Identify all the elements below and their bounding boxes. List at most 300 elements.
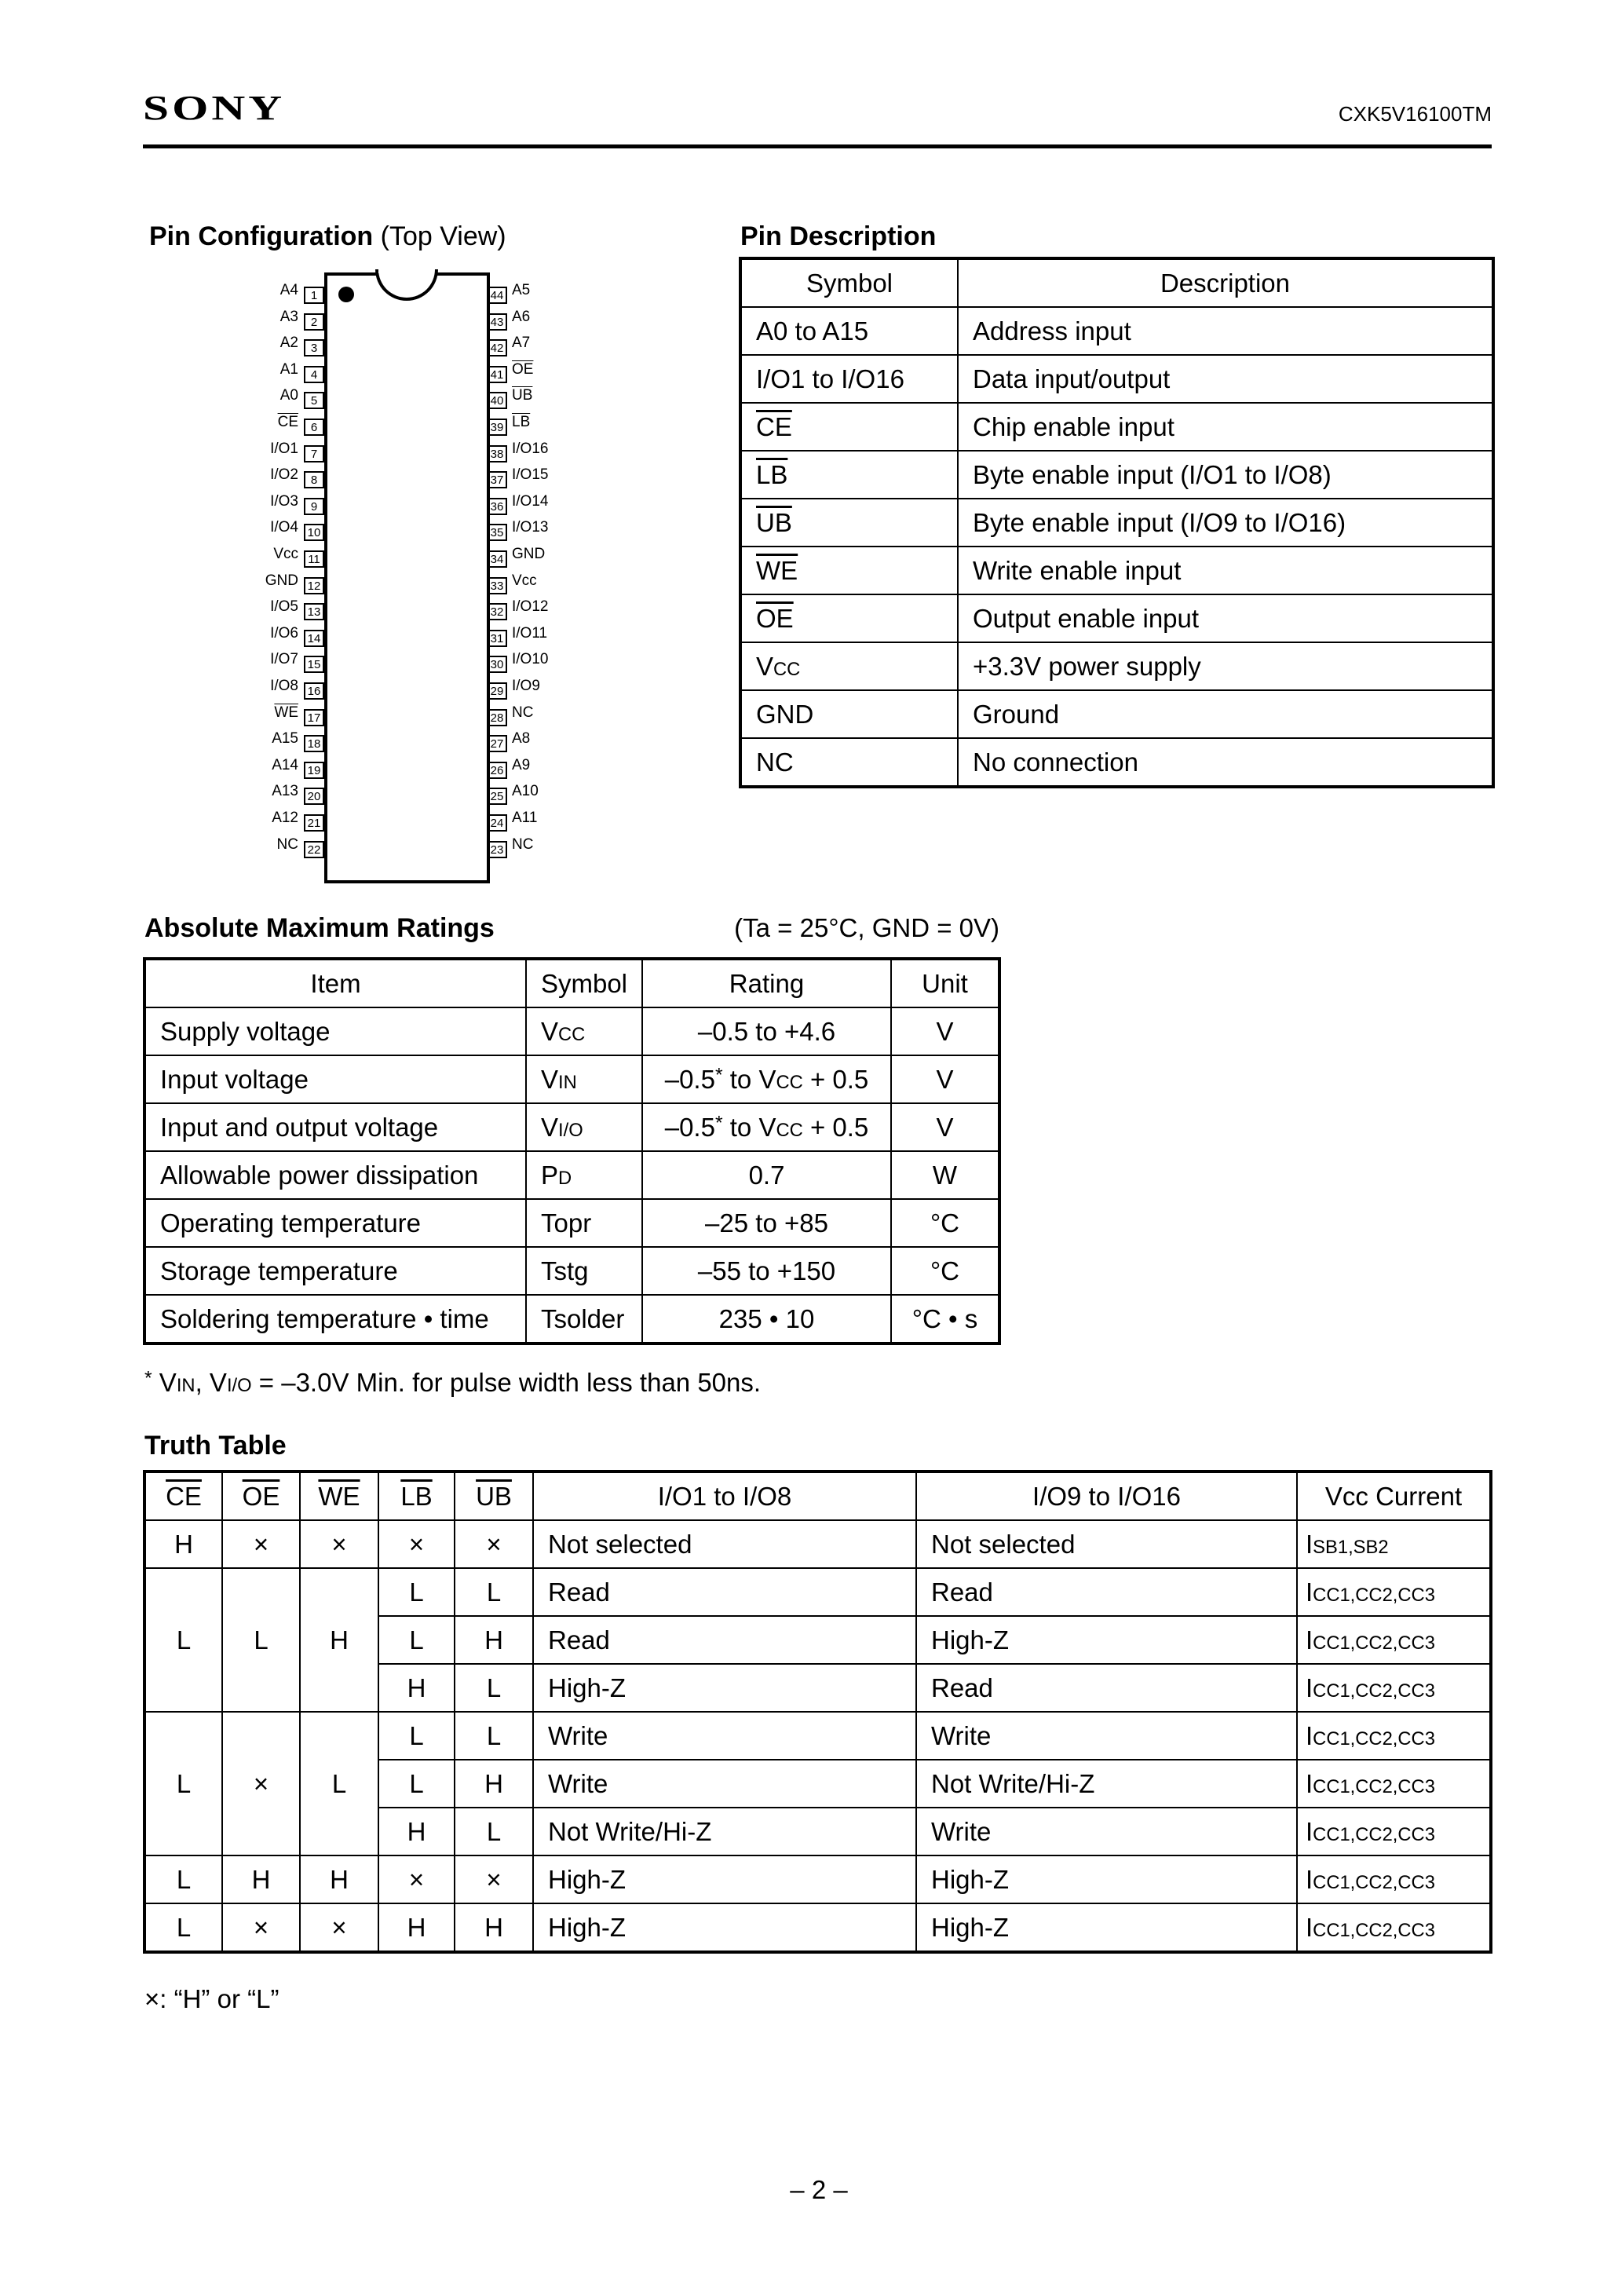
header-cell: Unit (891, 960, 999, 1007)
rating-cell (642, 1151, 891, 1199)
header-cell (1297, 1472, 1490, 1520)
pin-number: 13 (304, 603, 324, 620)
pin-label: A14 (272, 756, 298, 773)
symbol-cell (741, 307, 958, 355)
pin-number: 25 (487, 788, 507, 805)
pin-number: 12 (304, 577, 324, 594)
pin-label: I/O11 (512, 624, 548, 642)
symbol-cell (741, 355, 958, 403)
pin-label: I/O12 (512, 598, 549, 616)
symbol-cell (741, 642, 958, 690)
vcc-current-cell (1297, 1664, 1490, 1712)
description-cell: Chip enable input (958, 403, 1492, 451)
table-row (741, 451, 1492, 499)
ub-cell: L (455, 1808, 533, 1855)
lb-cell: L (378, 1760, 455, 1808)
pin-label: A12 (272, 810, 298, 826)
text-run: + 0.5 (802, 1064, 869, 1094)
io-high-cell: High-Z (916, 1855, 1297, 1903)
pin-number: 24 (487, 814, 507, 832)
pin-number: 39 (487, 419, 507, 436)
symbol-cell (741, 403, 958, 451)
vcc-current-value: CC1,CC2,CC3 (1313, 1919, 1435, 1941)
text-run: –0.5 (664, 1112, 715, 1142)
description-cell: Output enable input (958, 594, 1492, 642)
pin-number: 41 (487, 366, 507, 383)
we-cell: H (300, 1568, 378, 1712)
header-label: $\overline{LB}$ (400, 1481, 433, 1511)
ce-cell: L (145, 1712, 222, 1855)
header-divider (143, 144, 1492, 148)
table-header-row (145, 1472, 1490, 1520)
absolute-maximum-ratings-table (144, 959, 999, 1344)
pin-label: Vcc (273, 546, 298, 562)
superscript: * (714, 1064, 723, 1086)
table-row (145, 1247, 999, 1295)
pin-number: 43 (487, 313, 507, 331)
lb-cell: H (378, 1664, 455, 1712)
symbol-cell (741, 499, 958, 547)
unit-cell: V (891, 1103, 999, 1151)
symbol-cell (741, 690, 958, 738)
io-high-cell: Write (916, 1808, 1297, 1855)
io-high-cell: Not selected (916, 1520, 1297, 1568)
unit-cell: V (891, 1055, 999, 1103)
pin-label: $\overline{UB}$ (512, 387, 533, 404)
vcc-current-value: SB1,SB2 (1313, 1536, 1389, 1558)
ub-cell: H (455, 1903, 533, 1951)
rating-cell (642, 1103, 891, 1151)
pin-number: 19 (304, 762, 324, 779)
text-run: 235 • 10 (718, 1303, 815, 1333)
table-row (741, 499, 1492, 547)
symbol: $\overline{WE}$ (756, 555, 798, 585)
unit-cell: °C (891, 1247, 999, 1295)
text-run: –55 to +150 (697, 1256, 836, 1285)
pin-number: 2 (304, 313, 324, 331)
io-high-cell: Not Write/Hi-Z (916, 1760, 1297, 1808)
subscript: CC (776, 1119, 803, 1141)
current-symbol: I (1306, 1625, 1313, 1654)
pin-label: I/O5 (270, 598, 298, 616)
item-cell: Storage temperature (145, 1247, 526, 1295)
symbol: V (541, 1112, 559, 1142)
symbol-cell (526, 1151, 642, 1199)
ub-cell: H (455, 1760, 533, 1808)
symbol: A0 to A15 (756, 316, 869, 345)
io-low-cell: High-Z (533, 1903, 916, 1951)
rating-cell (642, 1199, 891, 1247)
pin-number: 32 (487, 603, 507, 620)
pin-label: $\overline{CE}$ (277, 414, 298, 430)
pin-number: 16 (304, 682, 324, 700)
pin-label: $\overline{LB}$ (512, 414, 531, 430)
io-low-cell: High-Z (533, 1855, 916, 1903)
pin-number: 7 (304, 445, 324, 462)
pin-number: 20 (304, 788, 324, 805)
unit-cell: V (891, 1007, 999, 1055)
we-cell: × (300, 1903, 378, 1951)
vcc-current-value: CC1,CC2,CC3 (1313, 1680, 1435, 1702)
header-cell (378, 1472, 455, 1520)
header-cell: Symbol (526, 960, 642, 1007)
table-row (145, 1520, 1490, 1568)
text-run: –0.5 to +4.6 (697, 1016, 836, 1046)
pin-label: NC (512, 835, 534, 853)
table-row (741, 594, 1492, 642)
header-cell (916, 1472, 1297, 1520)
vcc-current-cell (1297, 1616, 1490, 1664)
lb-cell: × (378, 1855, 455, 1903)
text-run: V (152, 1368, 177, 1397)
symbol-cell (526, 1055, 642, 1103)
vcc-current-value: CC1,CC2,CC3 (1313, 1871, 1435, 1893)
ub-cell: L (455, 1664, 533, 1712)
text-run: to V (722, 1064, 776, 1094)
page-number: – 2 – (790, 2175, 848, 2204)
symbol-cell (526, 1247, 642, 1295)
pin-label: A0 (279, 387, 298, 404)
symbol-cell (741, 594, 958, 642)
table-row (145, 1855, 1490, 1903)
description-cell: Data input/output (958, 355, 1492, 403)
io-high-cell: Read (916, 1664, 1297, 1712)
pin-label: GND (265, 572, 298, 589)
ub-cell: L (455, 1568, 533, 1616)
table-header-row (145, 960, 999, 1007)
description-cell: No connection (958, 738, 1492, 786)
ub-cell: × (455, 1520, 533, 1568)
we-cell: × (300, 1520, 378, 1568)
header-cell (533, 1472, 916, 1520)
pin-label: I/O2 (270, 466, 298, 484)
io-low-cell: Write (533, 1760, 916, 1808)
oe-cell: × (222, 1520, 300, 1568)
pin-number: 42 (487, 339, 507, 356)
subscript: IN (176, 1375, 195, 1396)
oe-cell: H (222, 1855, 300, 1903)
pin-description-title: Pin Description (740, 221, 937, 251)
we-cell: H (300, 1855, 378, 1903)
vcc-current-value: CC1,CC2,CC3 (1313, 1775, 1435, 1797)
pin-number: 3 (304, 339, 324, 356)
io-low-cell: Not selected (533, 1520, 916, 1568)
symbol: Topr (541, 1208, 592, 1238)
table-row (145, 1903, 1490, 1951)
vcc-current-cell (1297, 1855, 1490, 1903)
pin-label: A5 (512, 282, 531, 298)
io-high-cell: Write (916, 1712, 1297, 1760)
pin-number: 34 (487, 550, 507, 568)
symbol-cell (526, 1199, 642, 1247)
pin-number: 22 (304, 841, 324, 858)
pin-number: 27 (487, 735, 507, 752)
symbol-cell (741, 547, 958, 594)
symbol: NC (756, 747, 794, 777)
truth-table-title: Truth Table (144, 1431, 287, 1461)
item-cell: Operating temperature (145, 1199, 526, 1247)
pin-number: 21 (304, 814, 324, 832)
vcc-current-value: CC1,CC2,CC3 (1313, 1584, 1435, 1606)
pin-number: 30 (487, 656, 507, 673)
pin-label: I/O6 (270, 624, 298, 642)
pin-label: GND (512, 546, 546, 562)
description-cell: Address input (958, 307, 1492, 355)
header-cell: Symbol (741, 259, 958, 307)
io-low-cell: Read (533, 1568, 916, 1616)
pin-label: A13 (272, 783, 298, 800)
symbol-cell (741, 738, 958, 786)
ce-cell: H (145, 1520, 222, 1568)
ce-cell: L (145, 1855, 222, 1903)
table-row (741, 403, 1492, 451)
rating-cell (642, 1295, 891, 1343)
pin-label: A4 (279, 282, 298, 298)
pin-number: 38 (487, 445, 507, 462)
pin1-marker-dot (338, 287, 354, 302)
pin-label: A15 (272, 730, 298, 748)
io-low-cell: Write (533, 1712, 916, 1760)
ub-cell: × (455, 1855, 533, 1903)
ce-cell: L (145, 1568, 222, 1712)
symbol: I/O1 to I/O16 (756, 364, 904, 393)
subscript: CC (558, 1023, 586, 1045)
pin-number: 14 (304, 630, 324, 647)
table-row (741, 307, 1492, 355)
io-high-cell: High-Z (916, 1616, 1297, 1664)
pin-number: 28 (487, 709, 507, 726)
symbol-cell (526, 1295, 642, 1343)
pin-number: 23 (487, 841, 507, 858)
header-cell (145, 1472, 222, 1520)
io-high-cell: High-Z (916, 1903, 1297, 1951)
pin-number: 11 (304, 550, 324, 568)
pin-label: A10 (512, 783, 539, 800)
pin-number: 18 (304, 735, 324, 752)
table-row (741, 547, 1492, 594)
text-run: –25 to +85 (705, 1208, 828, 1238)
pin-number: 15 (304, 656, 324, 673)
vcc-current-cell (1297, 1712, 1490, 1760)
symbol-cell (741, 451, 958, 499)
symbol: $\overline{LB}$ (756, 459, 788, 489)
text-run: 0.7 (748, 1160, 785, 1190)
symbol: Tstg (541, 1256, 589, 1285)
pin-label: I/O16 (512, 440, 549, 457)
truth-table (144, 1472, 1491, 1952)
pin-label: A8 (512, 730, 531, 748)
unit-cell: °C • s (891, 1295, 999, 1343)
vcc-current-cell (1297, 1760, 1490, 1808)
oe-cell: × (222, 1712, 300, 1855)
io-low-cell: High-Z (533, 1664, 916, 1712)
description-cell: +3.3V power supply (958, 642, 1492, 690)
vcc-current-value: CC1,CC2,CC3 (1313, 1823, 1435, 1845)
vcc-current-value: CC1,CC2,CC3 (1313, 1727, 1435, 1749)
symbol: Tsolder (541, 1303, 625, 1333)
pin-configuration-title (149, 221, 506, 252)
io-high-cell: Read (916, 1568, 1297, 1616)
table-row (145, 1151, 999, 1199)
pin-configuration-title-text: Pin Configuration (149, 221, 374, 251)
table-row (145, 1568, 1490, 1616)
text-run: + 0.5 (802, 1112, 869, 1142)
current-symbol: I (1306, 1673, 1313, 1702)
header-label: I/O9 to I/O16 (1032, 1481, 1181, 1511)
pin-number: 37 (487, 471, 507, 488)
pin-number: 5 (304, 392, 324, 409)
pin-number: 4 (304, 366, 324, 383)
subscript: CC (776, 1071, 803, 1093)
io-low-cell: Read (533, 1616, 916, 1664)
lb-cell: × (378, 1520, 455, 1568)
pin-label: A3 (279, 308, 298, 325)
pin-number: 35 (487, 524, 507, 541)
absolute-maximum-ratings-title: Absolute Maximum Ratings (144, 913, 495, 943)
lb-cell: H (378, 1808, 455, 1855)
table-row (741, 738, 1492, 786)
header-cell (455, 1472, 533, 1520)
header-cell: Description (958, 259, 1492, 307)
pin-label: NC (512, 704, 534, 721)
part-number: CXK5V16100TM (1338, 102, 1492, 126)
subscript: IN (558, 1071, 577, 1093)
lb-cell: L (378, 1568, 455, 1616)
current-symbol: I (1306, 1529, 1313, 1559)
notch-cover (378, 269, 429, 273)
pin-number: 29 (487, 682, 507, 700)
table-row (741, 355, 1492, 403)
pin-label: I/O7 (270, 651, 298, 668)
vcc-current-cell (1297, 1903, 1490, 1951)
current-symbol: I (1306, 1720, 1313, 1750)
table-header-row (741, 259, 1492, 307)
pin-number: 44 (487, 287, 507, 304)
current-symbol: I (1306, 1864, 1313, 1894)
item-cell: Input voltage (145, 1055, 526, 1103)
pin-number: 31 (487, 630, 507, 647)
rating-cell (642, 1247, 891, 1295)
current-symbol: I (1306, 1816, 1313, 1846)
pin-description-table (740, 258, 1493, 787)
header-cell (222, 1472, 300, 1520)
pin-number: 33 (487, 577, 507, 594)
header-label: Vcc Current (1324, 1481, 1463, 1511)
current-symbol: I (1306, 1768, 1313, 1798)
pin-label: I/O14 (512, 492, 549, 510)
header-label: $\overline{WE}$ (318, 1481, 360, 1511)
text-run: = –3.0V Min. for pulse width less than 50ns. (251, 1368, 762, 1397)
pin-label: A6 (512, 308, 531, 325)
vcc-current-cell (1297, 1520, 1490, 1568)
sony-logo: SONY (143, 89, 286, 127)
description-cell: Write enable input (958, 547, 1492, 594)
header-label: I/O1 to I/O8 (657, 1481, 792, 1511)
pin-label: A1 (279, 360, 298, 378)
pin-label: I/O3 (270, 492, 298, 510)
item-cell: Allowable power dissipation (145, 1151, 526, 1199)
description-cell: Ground (958, 690, 1492, 738)
header-label: $\overline{OE}$ (242, 1481, 280, 1511)
table-row (145, 1295, 999, 1343)
pin-number: 36 (487, 498, 507, 515)
table-row (145, 1199, 999, 1247)
unit-cell: °C (891, 1199, 999, 1247)
pin-label: Vcc (512, 572, 537, 589)
subscript: I/O (226, 1375, 252, 1396)
truth-table-note: ×: “H” or “L” (144, 1984, 279, 2013)
ub-cell: H (455, 1616, 533, 1664)
subscript: D (558, 1167, 572, 1189)
text-run: , V (195, 1368, 227, 1397)
ce-cell: L (145, 1903, 222, 1951)
oe-cell: × (222, 1903, 300, 1951)
table-row (741, 690, 1492, 738)
pin-label: I/O13 (512, 519, 549, 536)
ratings-conditions: (Ta = 25°C, GND = 0V) (734, 913, 999, 942)
current-symbol: I (1306, 1577, 1313, 1607)
header-cell (300, 1472, 378, 1520)
pin-label: I/O8 (270, 678, 298, 694)
pin-label: $\overline{WE}$ (274, 704, 298, 721)
rating-cell (642, 1007, 891, 1055)
item-cell: Soldering temperature • time (145, 1295, 526, 1343)
pin-label: $\overline{OE}$ (512, 360, 534, 378)
symbol: P (541, 1160, 559, 1190)
io-low-cell: Not Write/Hi-Z (533, 1808, 916, 1855)
symbol: $\overline{OE}$ (756, 603, 794, 633)
symbol-cell (526, 1103, 642, 1151)
header-label: $\overline{UB}$ (476, 1481, 512, 1511)
oe-cell: L (222, 1568, 300, 1712)
subscript: CC (773, 658, 801, 680)
pin-label: A11 (512, 810, 538, 826)
header-label: $\overline{CE}$ (166, 1481, 202, 1511)
pin-label: A9 (512, 756, 531, 773)
item-cell: Input and output voltage (145, 1103, 526, 1151)
header-cell: Item (145, 960, 526, 1007)
superscript: * (714, 1112, 723, 1134)
chip-package-outline (324, 272, 490, 883)
text-run: –0.5 (664, 1064, 715, 1094)
lb-cell: L (378, 1616, 455, 1664)
subscript: I/O (558, 1119, 583, 1141)
pin-number: 9 (304, 498, 324, 515)
pin-label: I/O9 (512, 678, 540, 694)
pin-label: I/O15 (512, 466, 549, 484)
symbol: V (756, 651, 774, 681)
vcc-current-cell (1297, 1568, 1490, 1616)
pin-label: NC (276, 835, 298, 853)
pin-label: I/O10 (512, 651, 549, 668)
unit-cell: W (891, 1151, 999, 1199)
symbol: V (541, 1016, 559, 1046)
table-row (145, 1103, 999, 1151)
pin-number: 26 (487, 762, 507, 779)
table-row (145, 1055, 999, 1103)
pin-number: 40 (487, 392, 507, 409)
item-cell: Supply voltage (145, 1007, 526, 1055)
lb-cell: H (378, 1903, 455, 1951)
pin-label: I/O1 (270, 440, 298, 457)
pin-number: 17 (304, 709, 324, 726)
pin-number: 1 (304, 287, 324, 304)
pin-label: A7 (512, 335, 531, 352)
description-cell: Byte enable input (I/O1 to I/O8) (958, 451, 1492, 499)
header-cell: Rating (642, 960, 891, 1007)
lb-cell: L (378, 1712, 455, 1760)
pin-number: 8 (304, 471, 324, 488)
